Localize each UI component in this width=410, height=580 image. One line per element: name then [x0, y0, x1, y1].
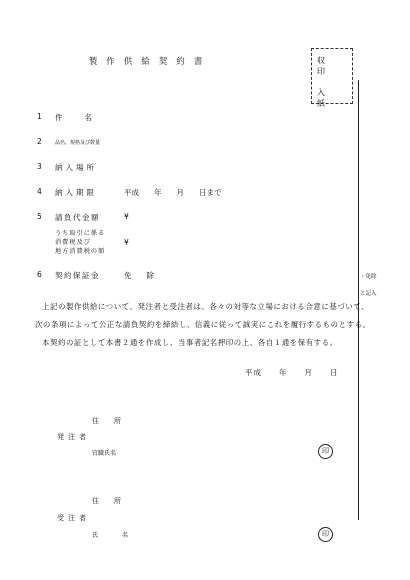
- item-number: 4: [37, 187, 42, 196]
- margin-rule: [358, 80, 359, 520]
- contract-date: 平成 年 月 日: [245, 368, 339, 377]
- body-paragraph: 上記の製作供給について、発注者と受注者は、各々の対等な立場における合意に基づいて、: [42, 302, 370, 311]
- item-label-goods: 品名、規格及び数量: [55, 140, 101, 146]
- item-label-contract-price: 請負代金額: [55, 213, 100, 222]
- contractor-address-label: 住 所: [92, 497, 125, 505]
- orderer-address-label: 住 所: [92, 417, 125, 425]
- orderer-role: 発注者: [57, 433, 90, 441]
- item-label-consumption-tax: うち取引に係る 消費税及び 地方消費税の額: [55, 230, 106, 255]
- item-number: 3: [37, 162, 42, 171]
- side-note-exempt: ・免除: [360, 274, 377, 280]
- item-number: 6: [37, 270, 42, 279]
- body-paragraph: 本契約の証として本書２通を作成し、当事者記名押印の上、各自１通を保有する。: [42, 338, 338, 347]
- consumption-tax-value: ¥: [124, 238, 129, 247]
- delivery-deadline-value: 平成 年 月 日まで: [124, 188, 222, 197]
- contractor-seal: 印: [318, 527, 333, 542]
- item-label-delivery-deadline: 納入期限: [55, 188, 97, 197]
- item-number: 5: [37, 212, 42, 221]
- item-number: 1: [37, 112, 42, 121]
- contractor-name-label: 氏 名: [92, 532, 133, 539]
- body-paragraph: 次の条項によって公正な請負契約を締結し、信義に従って誠実にこれを履行するものとする。: [35, 320, 371, 329]
- document-title: 製作供給契約書: [88, 57, 212, 67]
- side-note-entry: と記入: [360, 291, 377, 297]
- orderer-name-label: 官職氏名: [92, 450, 117, 457]
- contract-price-value: ¥: [124, 212, 129, 221]
- item-label-subject: 件名: [55, 113, 114, 122]
- orderer-seal: 印: [318, 444, 333, 459]
- item-number: 2: [37, 137, 42, 146]
- item-label-guarantee: 契約保証金: [55, 271, 100, 280]
- item-label-delivery-place: 納入場所: [55, 163, 97, 172]
- guarantee-value: 免 除: [124, 271, 154, 280]
- stamp-label-bottom: 入紙: [317, 88, 335, 108]
- contractor-role: 受注者: [57, 514, 90, 522]
- revenue-stamp-box: [311, 48, 353, 108]
- stamp-label-top: 収印: [317, 56, 335, 76]
